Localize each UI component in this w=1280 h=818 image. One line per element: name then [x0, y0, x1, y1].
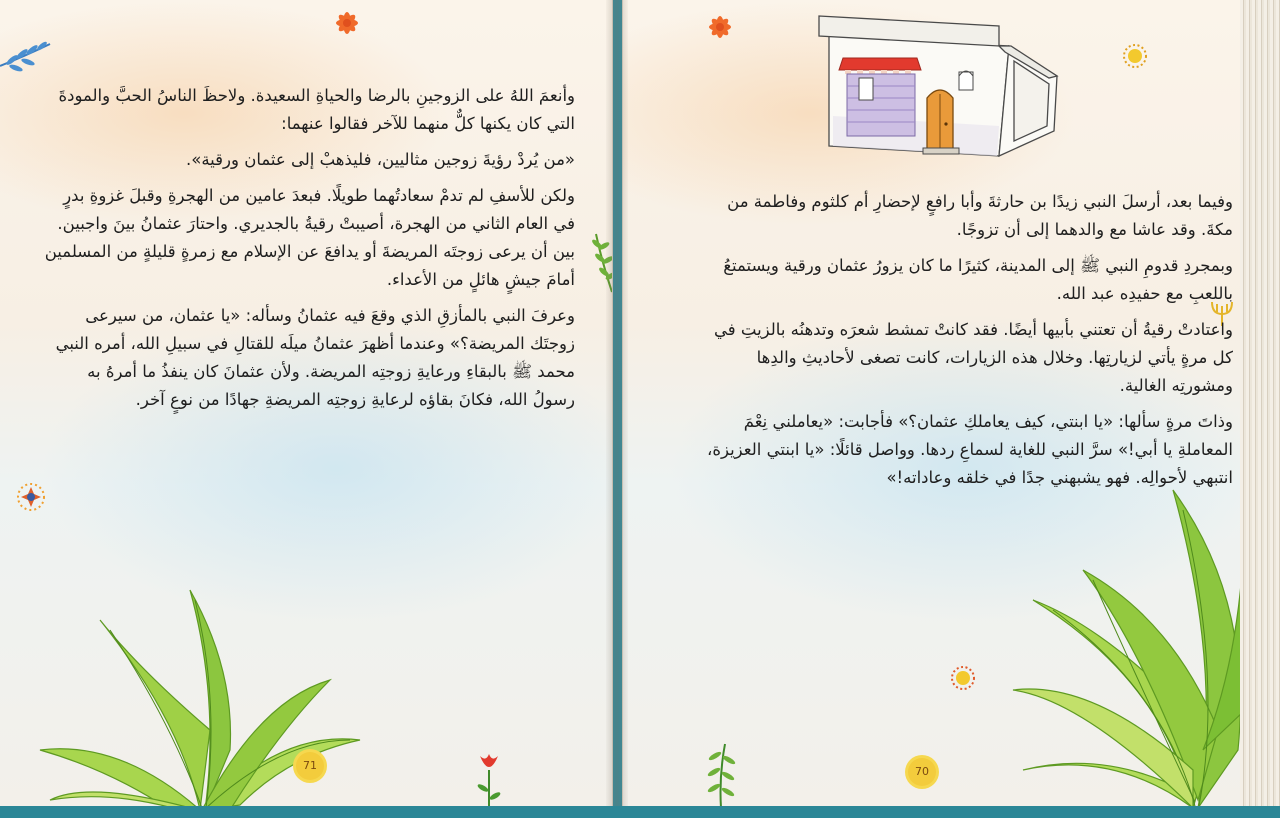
paragraph: وعرفَ النبي بالمأزقِ الذي وقعَ فيه عثمانُ وسأله: «يا عثمان، من سيرعى زوجتَك المريضة؟» وعندما أظهرَ عثمانُ ميلَه للقتالِ في سبيلِ الله، أمره النبي محمد ﷺ بالبقاءِ ورعايةِ زوجتِه المريضة. ولأن عثمانَ كان ينفذُ ما أمرهُ به رسولُ الله، فكانَ بقاؤه لرعايةِ زوجتِه المريضةِ جهادًا من نوعٍ آخر. — [55, 306, 575, 409]
paragraph: واعتادتْ رقيةُ أن تعتني بأبيها أيضًا. فقد كانتْ تمشط شعرَه وتدهنُه بالزيتِ في كل مرةٍ يأتي لزيارتِها. وخلال هذه الزيارات، كانت تصغى لأحاديثِ والدِها ومشورتِه الغالية. — [713, 320, 1233, 395]
paragraph: وفيما بعد، أرسلَ النبي زيدًا بن حارثةَ وأبا رافعٍ لإحضارِ أم كلثوم وفاطمة من مكةَ. وقد عاشا مع والدهما إلى أن تزوجًا. — [727, 192, 1233, 239]
white-house-illustration — [799, 6, 1061, 156]
palm-leaves-icon — [993, 450, 1245, 808]
right-page — [622, 0, 1245, 808]
green-sprig-icon — [703, 742, 739, 808]
paragraph: وذاتَ مرةٍ سألها: «يا ابنتي، كيف يعاملكِ عثمان؟» فأجابت: «يعاملني نِعْمَ المعاملةِ يا أبي!» سرَّ النبي للغاية لسماعِ ردها. وواصل قائلًا: «يا ابنتي العزيزة، انتبهي لأحوالِه. فهو يشبهني جدًا في خلقه وعاداته!» — [707, 412, 1233, 487]
page-stack-edge — [1240, 0, 1280, 808]
paragraph: وبمجردِ قدومِ النبي ﷺ إلى المدينة، كثيرًا ما كان يزورُ عثمان ورقية ويستمتعُ باللعبِ مع حفيدِه عبد الله. — [723, 256, 1233, 303]
left-page — [0, 0, 613, 808]
branch-decoration-icon — [0, 38, 60, 78]
paragraph: وأنعمَ اللهُ على الزوجينِ بالرضا والحياةِ السعيدة. ولاحظَ الناسُ الحبَّ والمودةَ التي كان يكنها كلٌّ منهما للآخر فقالوا عنهما: — [58, 86, 575, 133]
red-flower-icon — [474, 752, 504, 808]
paragraph: ولكن للأسفِ لم تدمْ سعادتُهما طويلًا. فبعدَ عامين من الهجرةِ وقبلَ غزوةِ بدرٍ في العام الثاني من الهجرة، أصيبتْ رقيةُ بالجديري. واحتارَ عثمانُ بينَ واجبين. بين أن يرعى زوجتَه المريضةَ أو يدافعَ عن الإسلام مع زمرةٍ قليلةٍ من المسلمين أمامَ جيشٍ هائلٍ من الأعداء. — [44, 186, 575, 289]
left-page-text — [40, 82, 575, 422]
orange-flower-icon — [330, 6, 364, 40]
star-flower-icon — [14, 480, 48, 514]
page-number-badge: 71 — [296, 752, 324, 780]
yellow-sun-icon — [1121, 42, 1149, 70]
orange-flower-icon — [703, 10, 737, 44]
paragraph: «من يُردْ رؤيةَ زوجين مثاليين، فليذهبْ إلى عثمان ورقية». — [185, 150, 575, 169]
book-cover-edge — [0, 806, 1280, 818]
yellow-sun-icon — [949, 664, 977, 692]
page-number-badge: 70 — [908, 758, 936, 786]
book-gutter — [606, 0, 628, 808]
